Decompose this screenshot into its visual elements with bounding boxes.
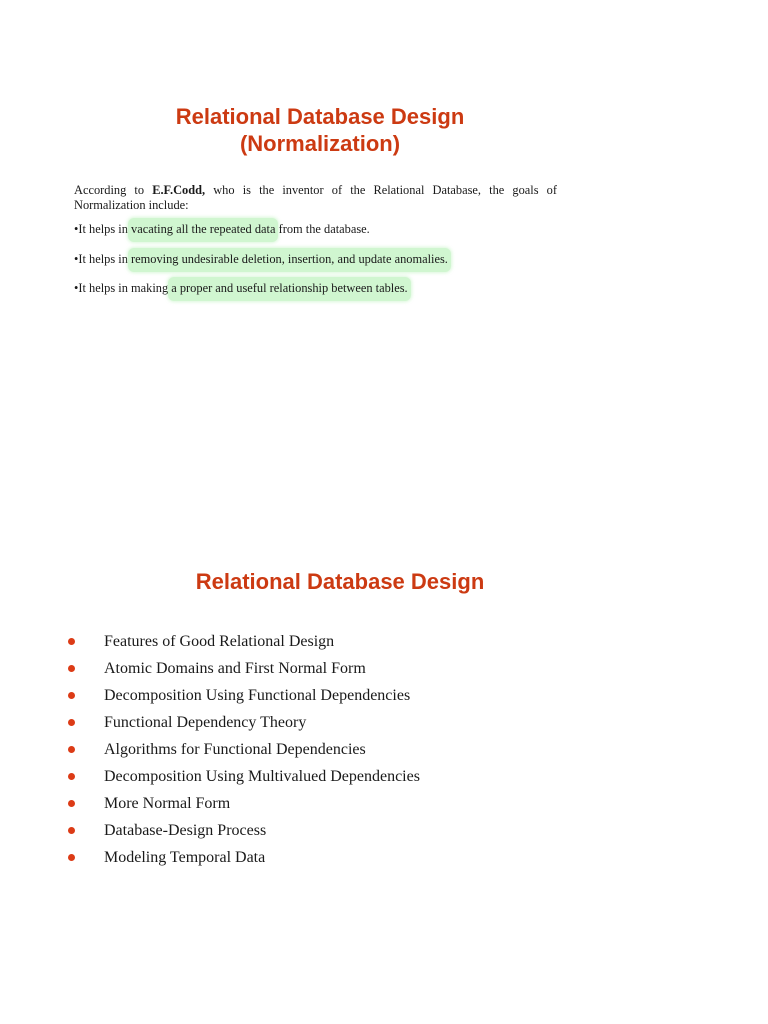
intro-suffix: who is the inventor of the Relational Database, the goals of Normalization include: [74,183,557,212]
topic-text: Decomposition Using Multivalued Dependencies [104,768,420,785]
goal-highlight: vacating all the repeated data [128,218,278,242]
topic-text: Database-Design Process [104,822,267,839]
bullet-dot-icon [68,827,75,834]
section1-title [110,103,530,157]
bullet-dot-icon [68,746,75,753]
bullet-dot-icon [68,719,75,726]
intro-paragraph [74,183,557,213]
list-item [66,763,686,790]
goal-prefix: •It helps in [74,252,131,266]
topic-text: Algorithms for Functional Dependencies [104,741,366,758]
goal-prefix: •It helps in making [74,281,172,295]
bullet-dot-icon [68,665,75,672]
topic-list [66,628,686,871]
list-item [66,628,686,655]
bullet-dot-icon [68,854,75,861]
goal-highlight: a proper and useful relationship between tables. [168,277,410,301]
list-item [66,736,686,763]
list-item [66,844,686,871]
intro-author-name: E.F.Codd, [152,183,206,197]
bullet-dot-icon [68,692,75,699]
topic-text: Modeling Temporal Data [104,849,266,866]
topic-text: Features of Good Relational Design [104,633,335,650]
list-item [66,817,686,844]
bullet-dot-icon [68,800,75,807]
section1-title-line1: Relational Database Design [175,104,465,129]
bullet-dot-icon [68,773,75,780]
goal-item [74,281,408,296]
topic-text: Functional Dependency Theory [104,714,307,731]
goal-prefix: •It helps in [74,222,131,236]
list-item [66,790,686,817]
topic-text: Decomposition Using Functional Dependencies [104,687,411,704]
list-item [66,682,686,709]
goal-item [74,252,448,267]
list-item [66,655,686,682]
section1-title-line2: (Normalization) [239,131,401,156]
intro-prefix: According to [74,183,153,197]
goal-suffix: from the database. [275,222,370,236]
goal-item [74,222,370,237]
goal-highlight: removing undesirable deletion, insertion, and update anomalies. [128,248,451,272]
topic-text: More Normal Form [104,795,231,812]
topic-text: Atomic Domains and First Normal Form [104,660,366,677]
list-item [66,709,686,736]
section2-title: Relational Database Design [195,569,485,594]
bullet-dot-icon [68,638,75,645]
